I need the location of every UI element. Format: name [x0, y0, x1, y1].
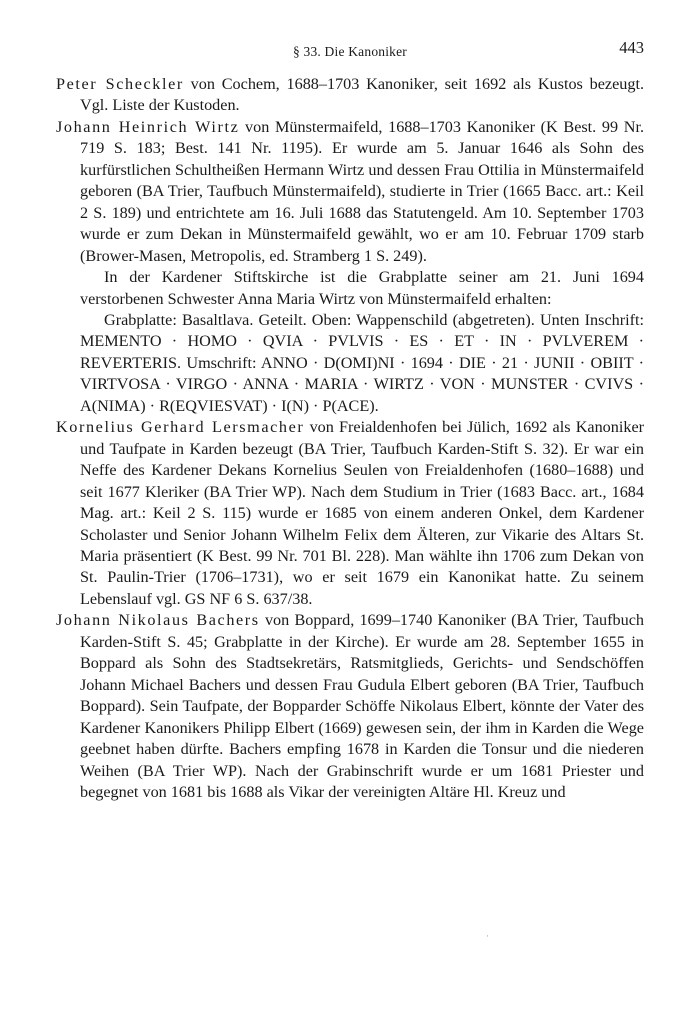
entry-name: Johann Nikolaus Bachers [56, 611, 260, 630]
page-header [56, 38, 644, 62]
section-title: § 33. Die Kanoniker [292, 44, 408, 59]
entry-name: Kornelius Gerhard Lersmacher [56, 418, 305, 437]
entry-text: von Cochem, 1688–1703 Kanoniker, seit 1692 als Kustos bezeugt. Vgl. Liste der Kustoden. [80, 75, 645, 115]
inscription-text: Grabplatte: Basaltlava. Geteilt. Oben: Wappenschild (abgetreten). Unten Inschrift: MEMENTO · HOMO · QVIA · PVLVIS · ES · ET · IN · PVLVEREM · REVERTERIS. Umschrift: ANNO · D(OMI)NI · 1694 · DIE · 21 · JUNII · OBIIT · VIRTVOSA · VIRGO · ANNA · MARIA · WIRTZ · VON · MUNSTER · CVIVS · A(NIMA) · R(EQVIESVAT) · I(N) · P(ACE). [80, 310, 644, 415]
entry-text: von Münstermaifeld, 1688–1703 Kanoniker (K Best. 99 Nr. 719 S. 183; Best. 141 Nr. 1195). Er wurde am 5. Januar 1646 als Sohn des kurfürstlichen Schultheißen Hermann Wirtz und dessen Frau Ottilia in Münstermaifeld geboren (BA Trier, Taufbuch Münstermaifeld), studierte in Trier (1665 Bacc. art.: Keil 2 S. 189) und entrichtete am 16. Juli 1688 das Statutengeld. Am 10. September 1703 wurde er zum Dekan in Münstermaifeld gewählt, wo er am 10. Februar 1709 starb (Brower-Masen, Metropolis, ed. Stramberg 1 S. 249). [80, 117, 645, 265]
canon-entry [56, 74, 644, 117]
entry-name: Peter Scheckler [56, 75, 184, 93]
scan-artifact-mark: · [486, 931, 489, 941]
entry-name: Johann Heinrich Wirtz [56, 117, 240, 136]
entry-paragraph: In der Kardener Stiftskirche ist die Grabplatte seiner am 21. Juni 1694 verstorbenen Schwester Anna Maria Wirtz von Münstermaifeld erhalten: [80, 268, 644, 308]
canon-entry [56, 417, 644, 610]
body-text [56, 74, 644, 803]
entry-text: von Freialdenhofen bei Jülich, 1692 als Kanoniker und Taufpate in Karden bezeugt (BA Trier, Taufbuch Karden-Stift S. 32). Er war ein Neffe des Kardener Dekans Kornelius Seulen von Freialdenhofen (1680–1688) und seit 1677 Kleriker (BA Trier WP). Nach dem Studium in Trier (1683 Bacc. art., 1684 Mag. art.: Keil 2 S. 115) wurde er 1685 von einem anderen Onkel, dem Kardener Scholaster und Senior Johann Wilhelm Felix dem Älteren, zur Vikarie des Altars St. Maria präsentiert (K Best. 99 Nr. 701 Bl. 228). Man wählte ihn 1706 zum Dekan von St. Paulin-Trier (1706–1731), wo er seit 1679 ein Kanonikat hatte. Zu seinem Lebenslauf vgl. GS NF 6 S. 637/38. [80, 418, 645, 608]
canon-entry [56, 610, 644, 803]
canon-entry [56, 117, 644, 267]
entry-text: von Boppard, 1699–1740 Kanoniker (BA Trier, Taufbuch Karden-Stift S. 45; Grabplatte in der Kirche). Er wurde am 28. September 1655 in Boppard als Sohn des Stadtsekretärs, Ratsmitglieds, Gerichts- und Sendschöffen Johann Michael Bachers und dessen Frau Gudula Elbert geboren (BA Trier, Taufbuch Boppard). Sein Taufpate, der Bopparder Schöffe Nikolaus Elbert, könnte der Vater des Kardener Kanonikers Philipp Elbert (1669) gewesen sein, der ihm in Karden die Wege geebnet haben dürfte. Bachers empfing 1678 in Karden die Tonsur und die niederen Weihen (BA Trier WP). Nach der Grabinschrift wurde er um 1681 Priester und begegnet von 1681 bis 1688 als Vikar der vereinigten Altäre Hl. Kreuz und [80, 611, 645, 801]
page-number: 443 [619, 38, 644, 57]
